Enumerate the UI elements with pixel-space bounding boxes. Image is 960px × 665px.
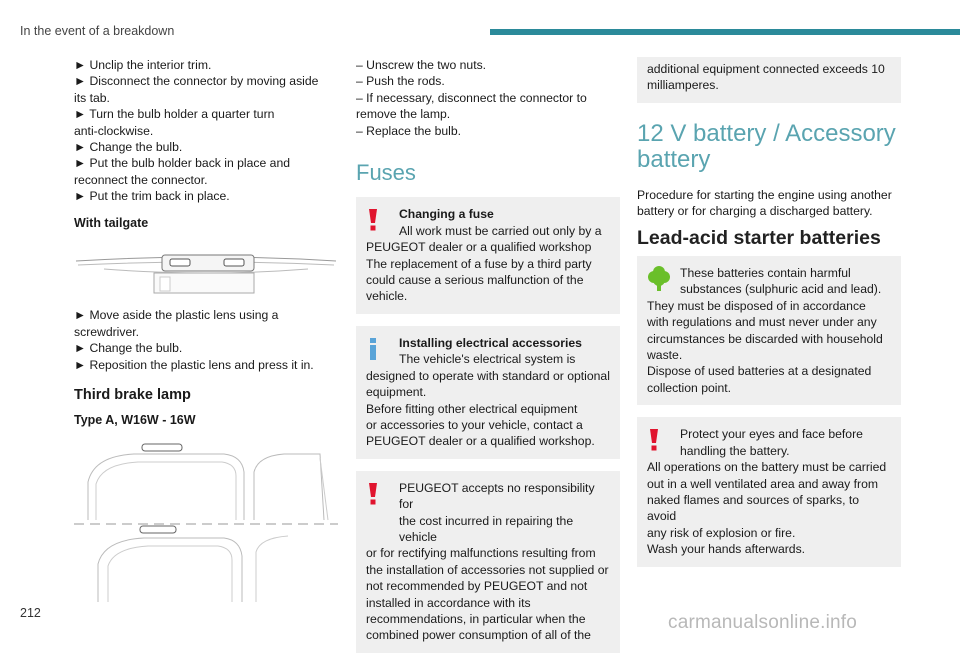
step-line: its tab. <box>74 90 110 105</box>
step-line: anti-clockwise. <box>74 123 154 138</box>
tailgate-lamp-illustration <box>74 247 338 295</box>
info-icon <box>368 338 378 360</box>
battery-intro <box>637 187 901 220</box>
box-line: All work must be carried out only by a <box>399 223 602 238</box>
type-a-heading: Type A, W16W - 16W <box>74 412 196 427</box>
exclamation-warning-icon <box>368 209 378 231</box>
header-title: In the event of a breakdown <box>20 24 175 38</box>
column-1 <box>74 57 344 606</box>
step-line: ► Change the bulb. <box>74 140 183 155</box>
box-line: or for rectifying malfunctions resulting from <box>366 546 596 561</box>
box-line: Before fitting other electrical equipment <box>366 401 578 416</box>
step-line: ► Unclip the interior trim. <box>74 58 212 72</box>
box-title: Installing electrical accessories <box>399 335 582 350</box>
box-line: PEUGEOT dealer or a qualified workshop. <box>366 434 595 449</box>
step-line: – Push the rods. <box>356 74 445 89</box>
box-line: combined power consumption of all of the <box>366 628 591 643</box>
box-line: recommendations, in particular when the <box>366 611 586 626</box>
watermark: carmanualsonline.info <box>668 612 858 633</box>
box-line: PEUGEOT dealer or a qualified workshop <box>366 240 592 255</box>
exclamation-warning-icon <box>649 429 659 451</box>
box-line: not recommended by PEUGEOT and not <box>366 579 588 594</box>
third-brake-lamp-heading: Third brake lamp <box>74 387 191 404</box>
step-line: ► Change the bulb. <box>74 341 183 356</box>
box-line: the installation of accessories not supplied or <box>366 562 609 577</box>
responsibility-warning-box <box>356 471 620 653</box>
page-number: 212 <box>20 606 41 620</box>
step-line: ► Disconnect the connector by moving aside <box>74 74 319 89</box>
step-line: reconnect the connector. <box>74 172 208 187</box>
box-line: The vehicle's electrical system is <box>399 352 576 367</box>
box-line: with regulations and must never under any <box>647 315 877 330</box>
box-line: any risk of explosion or fire. <box>647 525 796 540</box>
box-line: These batteries contain harmful <box>680 266 851 281</box>
box-line: collection point. <box>647 380 732 395</box>
box-line: designed to operate with standard or optional <box>366 368 610 383</box>
intro-line: Procedure for starting the engine using another <box>637 187 892 202</box>
step-line: remove the lamp. <box>356 107 451 122</box>
box-line: equipment. <box>366 385 427 400</box>
step-line: ► Turn the bulb holder a quarter turn <box>74 107 275 122</box>
box-line: Wash your hands afterwards. <box>647 542 806 557</box>
intro-line: battery or for charging a discharged battery. <box>637 204 873 219</box>
step-line: ► Put the bulb holder back in place and <box>74 156 291 171</box>
box-line: milliamperes. <box>647 78 719 93</box>
step-line: ► Move aside the plastic lens using a <box>74 308 279 323</box>
column-2 <box>356 57 620 665</box>
box-line: or accessories to your vehicle, contact a <box>366 417 583 432</box>
box-line: circumstances be discarded with household <box>647 331 883 346</box>
lead-acid-heading: Lead-acid starter batteries <box>637 226 881 249</box>
header-accent-bar <box>490 29 960 35</box>
column-3 <box>637 57 901 579</box>
fuses-heading: Fuses <box>356 160 416 186</box>
exclamation-warning-icon <box>368 483 378 505</box>
box-line: vehicle. <box>366 289 408 304</box>
continued-box <box>637 57 901 103</box>
box-line: waste. <box>647 348 683 363</box>
box-line: naked flames and sources of sparks, to avoid <box>647 492 860 524</box>
box-line: handling the battery. <box>680 443 790 458</box>
box-line: PEUGEOT accepts no responsibility for <box>399 480 595 512</box>
box-line: could cause a serious malfunction of the <box>366 273 584 288</box>
box-line: Protect your eyes and face before <box>680 427 863 442</box>
third-brake-lamp-illustration <box>74 442 338 602</box>
with-tailgate-heading: With tailgate <box>74 215 149 230</box>
box-line: the cost incurred in repairing the vehicle <box>399 513 574 544</box>
disposal-eco-box <box>637 256 901 405</box>
box-line: installed in accordance with its <box>366 595 531 610</box>
steps-list-b <box>74 307 344 373</box>
step-line: – Replace the bulb. <box>356 123 462 138</box>
steps-list-a <box>74 57 344 205</box>
box-line: additional equipment connected exceeds 10 <box>647 62 885 76</box>
box-line: Dispose of used batteries at a designated <box>647 364 872 379</box>
step-line: screwdriver. <box>74 324 140 339</box>
box-line: The replacement of a fuse by a third party <box>366 256 592 271</box>
box-line: substances (sulphuric acid and lead). <box>680 282 882 297</box>
protect-eyes-warning-box <box>637 417 901 566</box>
step-line: ► Reposition the plastic lens and press it in. <box>74 357 314 372</box>
changing-fuse-warning-box <box>356 197 620 313</box>
step-line: – Unscrew the two nuts. <box>356 58 487 72</box>
box-line: out in a well ventilated area and away from <box>647 476 879 491</box>
recycle-tree-icon <box>647 266 671 292</box>
step-line: ► Put the trim back in place. <box>74 189 230 204</box>
step-line: – If necessary, disconnect the connector to <box>356 90 587 105</box>
box-title: Changing a fuse <box>399 207 494 222</box>
installing-accessories-info-box <box>356 326 620 459</box>
box-line: They must be disposed of in accordance <box>647 298 866 313</box>
box-line: All operations on the battery must be carried <box>647 460 887 475</box>
lamp-steps-list <box>356 57 620 139</box>
battery-heading <box>637 121 901 173</box>
battery-heading-line: battery <box>637 145 711 173</box>
battery-heading-line: 12 V battery / Accessory <box>637 119 896 147</box>
